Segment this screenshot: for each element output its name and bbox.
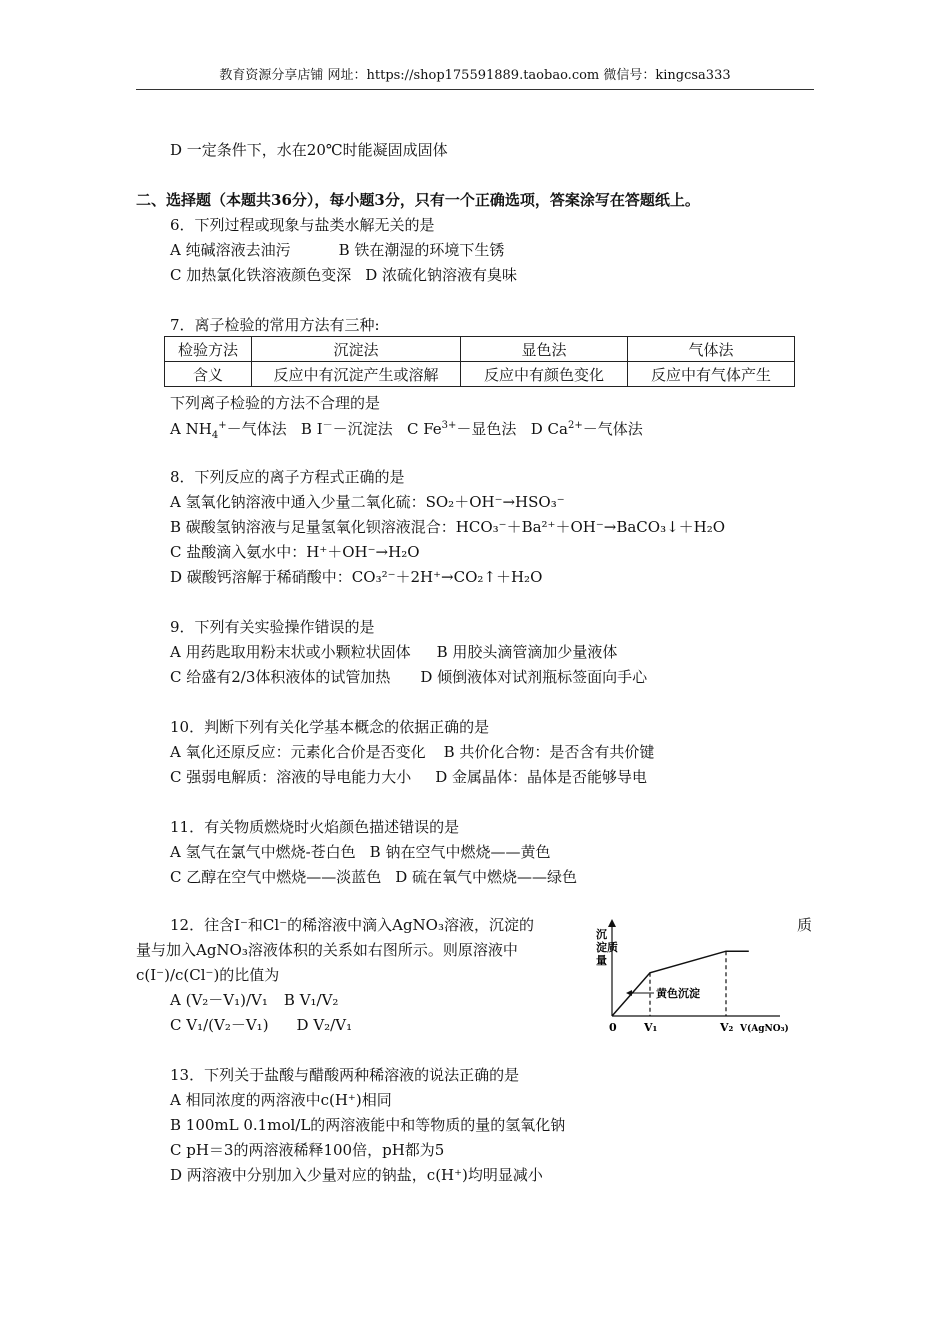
- q8-option-c: C 盐酸滴入氨水中：H⁺＋OH⁻→H₂O: [170, 543, 420, 561]
- table-cell: 检验方法: [165, 337, 252, 362]
- q12-line1-end: 质: [797, 916, 813, 934]
- q11-option-c: C 乙醇在空气中燃烧——淡蓝色: [170, 868, 382, 886]
- q8-option-a: A 氢氧化钠溶液中通入少量二氧化硫：SO₂＋OH⁻→HSO₃⁻: [170, 493, 565, 511]
- q7-option-c: C Fe: [406, 420, 442, 438]
- q12-options-ab: [170, 989, 338, 1010]
- table-row: [165, 337, 795, 362]
- table-cell: 含义: [165, 362, 252, 387]
- q7-option-a: A NH: [170, 420, 212, 438]
- superscript: 2+: [567, 420, 583, 431]
- q9-options-cd: [170, 666, 647, 687]
- superscript: 3+: [441, 420, 457, 431]
- q13-stem: 13．下列关于盐酸与醋酸两种稀溶液的说法正确的是: [170, 1066, 520, 1084]
- q7-option-a-method: －气体法: [226, 420, 287, 438]
- superscript: －: [322, 420, 333, 431]
- q10-options-cd: [170, 766, 647, 787]
- q6-options-ab: [170, 239, 504, 260]
- q11-option-b: B 钠在空气中燃烧——黄色: [369, 843, 551, 861]
- table-cell: 沉淀法: [252, 337, 461, 362]
- q12-line2: 量与加入AgNO₃溶液体积的关系如右图所示。则原溶液中: [136, 941, 518, 959]
- y-axis-arrow: [608, 919, 616, 927]
- table-cell: 反应中有颜色变化: [461, 362, 628, 387]
- q9-option-b: B 用胶头滴管滴加少量液体: [436, 643, 618, 661]
- q10-option-a: A 氧化还原反应：元素化合价是否变化: [170, 743, 426, 761]
- q11-option-a: A 氢气在氯气中燃烧-苍白色: [170, 843, 356, 861]
- ion-test-table: [164, 336, 795, 387]
- q13-option-d: D 两溶液中分别加入少量对应的钠盐，c(H⁺)均明显减小: [170, 1166, 543, 1184]
- q5-option-d: D 一定条件下，水在20℃时能凝固成固体: [170, 141, 448, 159]
- table-cell: 反应中有沉淀产生或溶解: [252, 362, 461, 387]
- q9-option-c: C 给盛有2/3体积液体的试管加热: [170, 668, 391, 686]
- q7-option-d: D Ca: [530, 420, 568, 438]
- q8-option-d: D 碳酸钙溶解于稀硝酸中：CO₃²⁻＋2H⁺→CO₂↑＋H₂O: [170, 568, 543, 586]
- q11-option-d: D 硫在氧气中燃烧——绿色: [395, 868, 578, 886]
- table-row: [165, 362, 795, 387]
- table-cell: 气体法: [628, 337, 795, 362]
- q6-options-cd: [170, 264, 517, 285]
- q12-line1: 12．往含I⁻和Cl⁻的稀溶液中滴入AgNO₃溶液，沉淀的: [170, 916, 534, 934]
- q11-stem: 11．有关物质燃烧时火焰颜色描述错误的是: [170, 818, 460, 836]
- precipitate-chart: [592, 918, 792, 1038]
- x-tick-v1: V₁: [644, 1021, 658, 1034]
- q6-option-d: D 浓硫化钠溶液有臭味: [365, 266, 518, 284]
- q12-option-d: D V₂/V₁: [296, 1016, 353, 1034]
- q6-option-a: A 纯碱溶液去油污: [170, 241, 291, 259]
- table-cell: 显色法: [461, 337, 628, 362]
- x-axis-label: V(AgNO₃): [740, 1024, 789, 1034]
- q6-option-b: B 铁在潮湿的环境下生锈: [338, 241, 505, 259]
- q12-line3: c(I⁻)/c(Cl⁻)的比值为: [136, 966, 280, 984]
- subscript: 4: [211, 430, 219, 441]
- q10-option-c: C 强弱电解质：溶液的导电能力大小: [170, 768, 412, 786]
- q7-stem: 7．离子检验的常用方法有三种:: [170, 316, 380, 334]
- q8-option-b: B 碳酸氢钠溶液与足量氢氧化钡溶液混合：HCO₃⁻＋Ba²⁺＋OH⁻→BaCO₃↓＋H₂O: [170, 518, 726, 536]
- q6-option-c: C 加热氯化铁溶液颜色变深: [170, 266, 352, 284]
- y-axis-label-1: 沉: [596, 928, 607, 941]
- q9-option-d: D 倾倒液体对试剂瓶标签面向手心: [420, 668, 648, 686]
- q9-options-ab: [170, 641, 617, 662]
- table-cell: 反应中有气体产生: [628, 362, 795, 387]
- section-2-title: 二、选择题（本题共36分），每小题3分，只有一个正确选项，答案涂写在答题纸上。: [136, 191, 700, 209]
- q12-option-a: A (V₂－V₁)/V₁: [170, 991, 268, 1009]
- y-axis-label-2: 淀质: [596, 941, 618, 954]
- q7-option-d-method: －气体法: [582, 420, 643, 438]
- page-header: 教育资源分享店铺 网址：https://shop175591889.taobao.com 微信号：kingcsa333: [136, 64, 814, 90]
- q12-option-c: C V₁/(V₂－V₁): [170, 1016, 269, 1034]
- q12-options-cd: [170, 1014, 352, 1035]
- series-line: [612, 951, 749, 1016]
- q6-stem: 6．下列过程或现象与盐类水解无关的是: [170, 216, 435, 234]
- q7-option-b: B I: [300, 420, 323, 438]
- q10-stem: 10．判断下列有关化学基本概念的依据正确的是: [170, 718, 490, 736]
- q13-option-a: A 相同浓度的两溶液中c(H⁺)相同: [170, 1091, 392, 1109]
- superscript: +: [218, 420, 227, 431]
- q13-option-b: B 100mL 0.1mol/L的两溶液能中和等物质的量的氢氧化钠: [170, 1116, 566, 1134]
- q9-option-a: A 用药匙取用粉末状或小颗粒状固体: [170, 643, 411, 661]
- x-tick-v2: V₂: [720, 1021, 734, 1034]
- origin-label: 0: [609, 1021, 617, 1034]
- annotation-yellow-precipitate: 黄色沉淀: [656, 987, 700, 1000]
- q8-stem: 8．下列反应的离子方程式正确的是: [170, 468, 405, 486]
- q11-options-ab: [170, 841, 550, 862]
- q7-option-b-method: －沉淀法: [332, 420, 393, 438]
- q9-stem: 9．下列有关实验操作错误的是: [170, 618, 375, 636]
- q10-options-ab: [170, 741, 654, 762]
- q12-option-b: B V₁/V₂: [283, 991, 339, 1009]
- q10-option-b: B 共价化合物：是否含有共价键: [443, 743, 655, 761]
- q13-option-c: C pH＝3的两溶液稀释100倍，pH都为5: [170, 1141, 445, 1159]
- y-axis-label-3: 量: [596, 954, 607, 967]
- q11-options-cd: [170, 866, 577, 887]
- q7-options: [170, 416, 643, 441]
- annotation-arrow-head: [626, 990, 632, 996]
- q7-option-c-method: －显色法: [456, 420, 517, 438]
- q10-option-d: D 金属晶体：晶体是否能够导电: [435, 768, 648, 786]
- q7-question: 下列离子检验的方法不合理的是: [170, 394, 381, 412]
